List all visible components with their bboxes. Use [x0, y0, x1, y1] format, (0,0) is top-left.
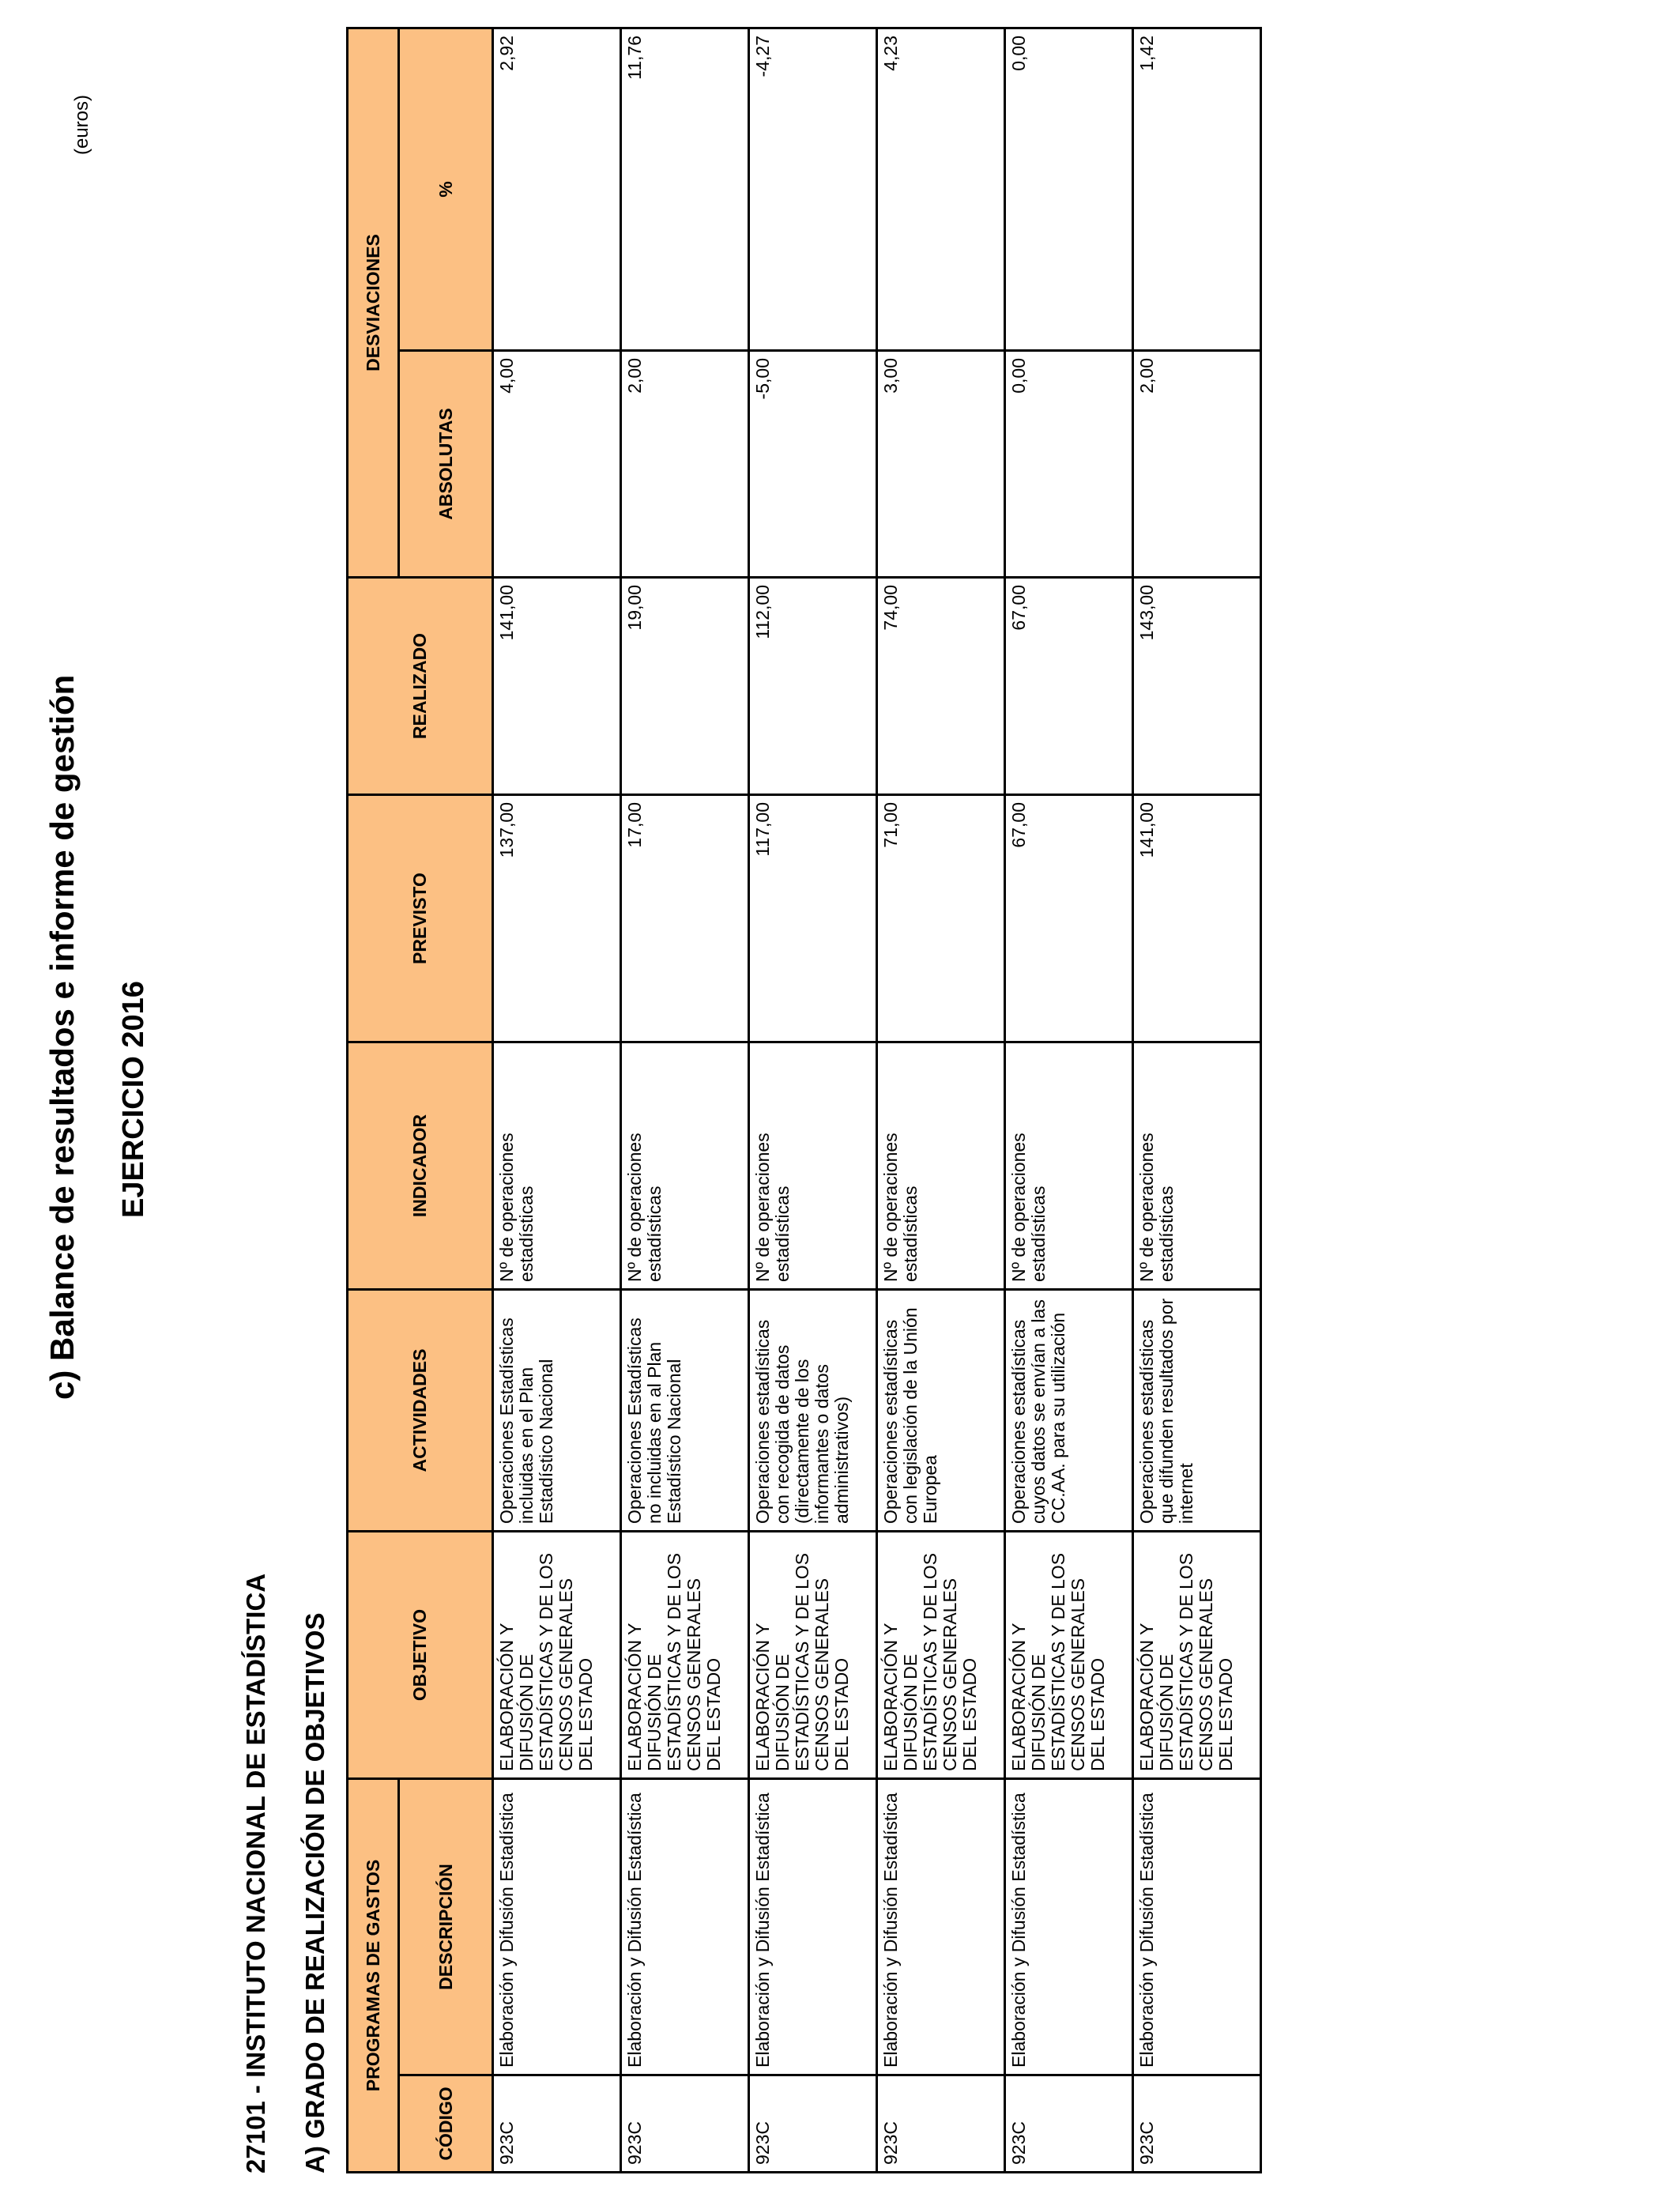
col-header-indicador: INDICADOR	[348, 1042, 493, 1290]
cell-descripcion: Elaboración y Difusión Estadística	[621, 1779, 749, 2075]
cell-codigo: 923C	[749, 2075, 877, 2173]
cell-objetivo: ELABORACIÓN Y DIFUSIÓN DE ESTADÍSTICAS Y DE LOS CENSOS GENERALES DEL ESTADO	[621, 1532, 749, 1779]
table-row	[877, 28, 1005, 2173]
cell-descripcion: Elaboración y Difusión Estadística	[493, 1779, 621, 2075]
col-header-realizado: REALIZADO	[348, 578, 493, 795]
col-header-pct: %	[399, 28, 493, 351]
col-header-actividades: ACTIVIDADES	[348, 1290, 493, 1532]
cell-indicador: Nº de operaciones estadísticas	[1005, 1042, 1133, 1290]
cell-objetivo: ELABORACIÓN Y DIFUSIÓN DE ESTADÍSTICAS Y DE LOS CENSOS GENERALES DEL ESTADO	[1133, 1532, 1261, 1779]
cell-absolutas: 0,00	[1005, 351, 1133, 578]
cell-codigo: 923C	[493, 2075, 621, 2173]
cell-indicador: Nº de operaciones estadísticas	[493, 1042, 621, 1290]
organism-heading: 27101 - INSTITUTO NACIONAL DE ESTADÍSTICA	[241, 1573, 270, 2173]
col-header-codigo: CÓDIGO	[399, 2075, 493, 2173]
cell-indicador: Nº de operaciones estadísticas	[749, 1042, 877, 1290]
table-row	[1005, 28, 1133, 2173]
table-row	[1133, 28, 1261, 2173]
cell-pct: 2,92	[493, 28, 621, 351]
table-row	[621, 28, 749, 2173]
cell-previsto: 71,00	[877, 795, 1005, 1042]
group-header-programas: PROGRAMAS DE GASTOS	[348, 1779, 399, 2173]
cell-previsto: 137,00	[493, 795, 621, 1042]
cell-objetivo: ELABORACIÓN Y DIFUSIÓN DE ESTADÍSTICAS Y DE LOS CENSOS GENERALES DEL ESTADO	[1005, 1532, 1133, 1779]
table-row	[493, 28, 621, 2173]
cell-descripcion: Elaboración y Difusión Estadística	[877, 1779, 1005, 2075]
cell-absolutas: -5,00	[749, 351, 877, 578]
cell-codigo: 923C	[1133, 2075, 1261, 2173]
cell-objetivo: ELABORACIÓN Y DIFUSIÓN DE ESTADÍSTICAS Y DE LOS CENSOS GENERALES DEL ESTADO	[749, 1532, 877, 1779]
cell-previsto: 17,00	[621, 795, 749, 1042]
col-header-descripcion: DESCRIPCIÓN	[399, 1779, 493, 2075]
cell-indicador: Nº de operaciones estadísticas	[877, 1042, 1005, 1290]
cell-previsto: 67,00	[1005, 795, 1133, 1042]
col-header-objetivo: OBJETIVO	[348, 1532, 493, 1779]
cell-realizado: 141,00	[493, 578, 621, 795]
cell-codigo: 923C	[877, 2075, 1005, 2173]
cell-absolutas: 3,00	[877, 351, 1005, 578]
cell-codigo: 923C	[621, 2075, 749, 2173]
cell-codigo: 923C	[1005, 2075, 1133, 2173]
objectives-table	[346, 27, 1262, 2173]
cell-pct: 4,23	[877, 28, 1005, 351]
cell-realizado: 74,00	[877, 578, 1005, 795]
cell-absolutas: 4,00	[493, 351, 621, 578]
cell-descripcion: Elaboración y Difusión Estadística	[1005, 1779, 1133, 2075]
table-row	[749, 28, 877, 2173]
section-heading: A) GRADO DE REALIZACIÓN DE OBJETIVOS	[300, 1612, 330, 2173]
cell-previsto: 117,00	[749, 795, 877, 1042]
cell-pct: 0,00	[1005, 28, 1133, 351]
col-header-previsto: PREVISTO	[348, 795, 493, 1042]
cell-descripcion: Elaboración y Difusión Estadística	[749, 1779, 877, 2075]
cell-absolutas: 2,00	[1133, 351, 1261, 578]
cell-realizado: 67,00	[1005, 578, 1133, 795]
col-header-absolutas: ABSOLUTAS	[399, 351, 493, 578]
cell-descripcion: Elaboración y Difusión Estadística	[1133, 1779, 1261, 2075]
cell-actividades: Operaciones estadísticas cuyos datos se envían a las CC.AA. para su utilización	[1005, 1290, 1133, 1532]
report-title: c) Balance de resultados e informe de gestión	[43, 674, 81, 1400]
cell-indicador: Nº de operaciones estadísticas	[621, 1042, 749, 1290]
currency-unit-note: (euros)	[71, 94, 92, 155]
cell-realizado: 19,00	[621, 578, 749, 795]
cell-indicador: Nº de operaciones estadísticas	[1133, 1042, 1261, 1290]
cell-actividades: Operaciones estadísticas con legislación de la Unión Europea	[877, 1290, 1005, 1532]
cell-pct: -4,27	[749, 28, 877, 351]
cell-absolutas: 2,00	[621, 351, 749, 578]
cell-realizado: 143,00	[1133, 578, 1261, 795]
cell-actividades: Operaciones estadísticas con recogida de datos (directamente de los informantes o datos administrativos)	[749, 1290, 877, 1532]
cell-pct: 1,42	[1133, 28, 1261, 351]
fiscal-year-heading: EJERCICIO 2016	[117, 981, 150, 1218]
cell-objetivo: ELABORACIÓN Y DIFUSIÓN DE ESTADÍSTICAS Y DE LOS CENSOS GENERALES DEL ESTADO	[493, 1532, 621, 1779]
cell-pct: 11,76	[621, 28, 749, 351]
cell-actividades: Operaciones Estadísticas no incluidas en al Plan Estadístico Nacional	[621, 1290, 749, 1532]
cell-realizado: 112,00	[749, 578, 877, 795]
cell-actividades: Operaciones estadísticas que difunden resultados por internet	[1133, 1290, 1261, 1532]
cell-actividades: Operaciones Estadísticas incluidas en el Plan Estadístico Nacional	[493, 1290, 621, 1532]
group-header-desviaciones: DESVIACIONES	[348, 28, 399, 578]
cell-objetivo: ELABORACIÓN Y DIFUSIÓN DE ESTADÍSTICAS Y DE LOS CENSOS GENERALES DEL ESTADO	[877, 1532, 1005, 1779]
cell-previsto: 141,00	[1133, 795, 1261, 1042]
